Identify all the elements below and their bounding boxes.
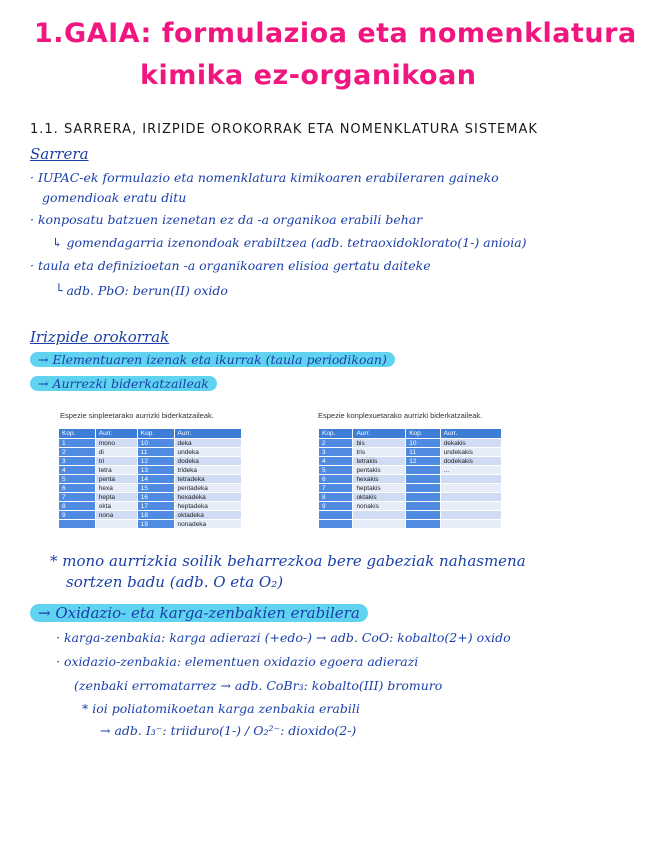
table-cell: penta (95, 475, 137, 484)
oxidazio-item2-line1: · oxidazio-zenbakia: elementuen oxidazio egoera adierazi (56, 654, 419, 669)
table-cell: dodekakis (440, 457, 501, 466)
irizpide-item2 (30, 376, 217, 391)
table-cell: 5 (319, 466, 353, 475)
table-row (319, 439, 502, 448)
irizpide-item2-highlight: → Aurrezki biderkatzaileak (30, 376, 217, 391)
table-cell: 18 (137, 511, 174, 520)
table-cell: 8 (319, 493, 353, 502)
table2 (318, 428, 502, 529)
table-cell (406, 502, 440, 511)
oxidazio-heading (30, 604, 368, 622)
table-cell (440, 493, 501, 502)
table-cell: undeka (174, 448, 241, 457)
table-row (59, 448, 242, 457)
table-cell (95, 520, 137, 529)
table-cell: 9 (59, 511, 96, 520)
table-cell: 7 (59, 493, 96, 502)
table-cell: tri (95, 457, 137, 466)
table-cell (353, 511, 406, 520)
table1-header: Aurr. (174, 429, 241, 439)
table-cell: 12 (406, 457, 440, 466)
table-cell: undekakis (440, 448, 501, 457)
table-cell: 17 (137, 502, 174, 511)
table-cell: okta (95, 502, 137, 511)
table2-header: Kop. (319, 429, 353, 439)
table-cell: ... (440, 466, 501, 475)
table-row (319, 493, 502, 502)
table-row (59, 457, 242, 466)
oxidazio-item1: · karga-zenbakia: karga adierazi (+edo-) → adb. CoO: kobalto(2+) oxido (56, 630, 511, 645)
table1-caption: Espezie sinpleetarako aurrizki biderkatzaileak. (60, 411, 214, 420)
table-row (59, 439, 242, 448)
table-cell: pentadeka (174, 484, 241, 493)
table-row (319, 502, 502, 511)
table-cell: 3 (59, 457, 96, 466)
table-row (319, 484, 502, 493)
table1 (58, 428, 242, 529)
table-cell (353, 520, 406, 529)
table-cell: 9 (319, 502, 353, 511)
table1-header: Kop. (137, 429, 174, 439)
table-cell: 6 (319, 475, 353, 484)
table-row (59, 493, 242, 502)
table-cell (319, 520, 353, 529)
sarrera-bullet3-line1: · taula eta definizioetan -a organikoaren elisioa gertatu daiteke (30, 258, 431, 273)
table-cell: tetra (95, 466, 137, 475)
table1-header: Aurr. (95, 429, 137, 439)
table-cell: 15 (137, 484, 174, 493)
table-cell: 11 (406, 448, 440, 457)
table1-header: Kop. (59, 429, 96, 439)
table-cell (59, 520, 96, 529)
page-title-line2: kimika ez-organikoan (140, 60, 477, 91)
table2-header: Aurr. (353, 429, 406, 439)
table-cell (440, 484, 501, 493)
table-row (319, 520, 502, 529)
irizpide-heading: Irizpide orokorrak (30, 328, 170, 346)
table2-caption: Espezie konplexuetarako aurrizki biderkatzaileak. (318, 411, 483, 420)
table-cell: mono (95, 439, 137, 448)
sarrera-bullet1-line2: gomendioak eratu ditu (42, 190, 187, 205)
table-cell: 14 (137, 475, 174, 484)
table-cell (406, 484, 440, 493)
irizpide-item1-highlight: → Elementuaren izenak eta ikurrak (taula periodikoan) (30, 352, 395, 367)
sarrera-heading: Sarrera (30, 145, 89, 163)
table-cell: 7 (319, 484, 353, 493)
table-cell (406, 511, 440, 520)
sarrera-bullet2-line2: ↳ gomendagarria izenondoak erabiltzea (adb. tetraoxidoklorato(1-) anioia) (52, 235, 527, 250)
table-cell: dodeka (174, 457, 241, 466)
table-cell: 1 (59, 439, 96, 448)
table2-header: Kop. (406, 429, 440, 439)
table-cell: tetrakis (353, 457, 406, 466)
section-heading: 1.1. SARRERA, IRIZPIDE OROKORRAK ETA NOMENKLATURA SISTEMAK (30, 122, 538, 137)
table2-body (319, 439, 502, 529)
table-cell: bis (353, 439, 406, 448)
table-cell: hepta (95, 493, 137, 502)
table-cell: heptakis (353, 484, 406, 493)
oxidazio-item4: → adb. I₃⁻: triiduro(1-) / O₂²⁻: dioxido(2-) (100, 723, 357, 738)
table-cell: pentakis (353, 466, 406, 475)
table-cell: heptadeka (174, 502, 241, 511)
table-cell (440, 475, 501, 484)
table-row (59, 484, 242, 493)
oxidazio-heading-highlight: → Oxidazio- eta karga-zenbakien erabilera (30, 604, 368, 622)
table-cell: dekakis (440, 439, 501, 448)
page-title-line1: 1.GAIA: formulazioa eta nomenklatura (34, 18, 637, 49)
table-cell: hexa (95, 484, 137, 493)
table-row (319, 448, 502, 457)
table-row (319, 457, 502, 466)
sarrera-bullet2-line1: · konposatu batzuen izenetan ez da -a organikoa erabili behar (30, 212, 423, 227)
irizpide-item1 (30, 352, 395, 367)
table-cell: oktadeka (174, 511, 241, 520)
oxidazio-item2-line2: (zenbaki erromatarrez → adb. CoBr₃: kobalto(III) bromuro (74, 678, 443, 693)
table-cell: 12 (137, 457, 174, 466)
table-cell: trideka (174, 466, 241, 475)
table-cell: nonakis (353, 502, 406, 511)
table-cell (406, 493, 440, 502)
table-cell (440, 520, 501, 529)
oxidazio-item3: * ioi poliatomikoetan karga zenbakia erabili (82, 701, 360, 716)
table-cell: nonadeka (174, 520, 241, 529)
table-cell: 16 (137, 493, 174, 502)
table-row (319, 466, 502, 475)
table-cell: 19 (137, 520, 174, 529)
table-cell: 8 (59, 502, 96, 511)
table-cell: 4 (59, 466, 96, 475)
table-cell: oktakis (353, 493, 406, 502)
table-row (59, 466, 242, 475)
table-row (59, 502, 242, 511)
note-line2: sortzen badu (adb. O eta O₂) (66, 573, 284, 591)
table-cell (406, 475, 440, 484)
table-cell: 5 (59, 475, 96, 484)
table-cell: hexadeka (174, 493, 241, 502)
table1-body (59, 439, 242, 529)
table-cell: hexakis (353, 475, 406, 484)
table-cell (406, 466, 440, 475)
table-cell (440, 502, 501, 511)
table-cell: di (95, 448, 137, 457)
table-cell: 13 (137, 466, 174, 475)
table-cell: 10 (137, 439, 174, 448)
table-cell (319, 511, 353, 520)
table-cell: 3 (319, 448, 353, 457)
table-cell: 11 (137, 448, 174, 457)
table-row (319, 511, 502, 520)
note-line1: * mono aurrizkia soilik beharrezkoa bere gabeziak nahasmena (50, 552, 526, 570)
table-cell: 6 (59, 484, 96, 493)
table-row (59, 475, 242, 484)
table-row (59, 520, 242, 529)
table-cell (406, 520, 440, 529)
table-cell: tetradeka (174, 475, 241, 484)
table-cell: 2 (59, 448, 96, 457)
table-row (59, 511, 242, 520)
table-cell: nona (95, 511, 137, 520)
table2-header-row (319, 429, 502, 439)
table-cell: deka (174, 439, 241, 448)
table2-header: Aurr. (440, 429, 501, 439)
table-cell: 4 (319, 457, 353, 466)
table-cell: 2 (319, 439, 353, 448)
sarrera-bullet3-line2: └ adb. PbO: berun(II) oxido (55, 283, 228, 298)
table-row (319, 475, 502, 484)
table1-header-row (59, 429, 242, 439)
table-cell (440, 511, 501, 520)
sarrera-bullet1-line1: · IUPAC-ek formulazio eta nomenklatura kimikoaren erabileraren gaineko (30, 170, 499, 185)
table-cell: 10 (406, 439, 440, 448)
table-cell: tris (353, 448, 406, 457)
